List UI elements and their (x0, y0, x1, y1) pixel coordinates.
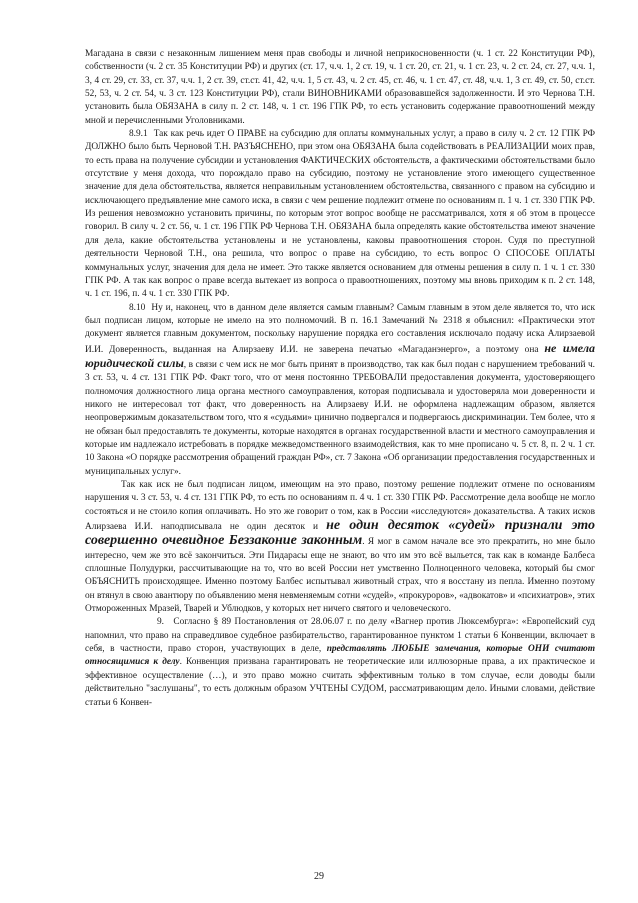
section-number: 8.10 (129, 302, 146, 313)
paragraph-text: . Конвенция призвана гарантировать не теоретические или иллюзорные права, а их практическое и эффективное осуществление (…), и это право можно считать эффективным только в том случае, если доводы были действительно "заслушаны", то есть должным образом УЧТЕНЫ СУДОМ, рассматривающим дело. Иными словами, действие статьи 6 Конвен- (85, 657, 595, 708)
document-page (85, 48, 595, 710)
emphasis-text: представлять ЛЮБЫЕ замечания, которые ОНИ считают относящимися к делу (85, 644, 595, 668)
emphasis-text: не один десяток «судей» признали это совершенно очевидное Беззаконие законным (85, 518, 595, 549)
paragraph-conclusion (85, 479, 595, 616)
paragraph-intro: Магадана в связи с незаконным лишением меня прав свободы и личной неприкосновенности (ч. 1 ст. 22 Конституции РФ), собственности (ч. 2 ст. 35 Конституции РФ) и других (ст. 17, ч.ч. 1, 2 ст. 19, ч. 1 ст. 20, ст. 21, ч. 1 ст. 23, ч. 2 ст. 24, ст. 27, ч.ч. 1, 3, 4 ст. 29, ст. 33, ст. 37, ч.ч. 1, 2 ст. 39, ст.ст. 41, 42, ч.ч. 1, 5 ст. 43, ч. 2 ст. 45, ст. 46, ч. 1 ст. 47, ст. 48, ч.ч. 1, 3 ст. 49, ст. 50, ст.ст. 52, 53, ч. 2 ст. 54, ч. 3 ст. 123 Конституции РФ), стали ВИНОВНИКАМИ образовавшейся задолженности. И это Чернова Т.Н. установить была ОБЯЗАНА в силу п. 2 ст. 148, ч. 1 ст. 196 ГПК РФ, то есть установить содержание правоотношений между мной и перечисленными Уголовниками. (85, 49, 595, 126)
section-number: 9. (157, 617, 165, 628)
paragraph-text: Так как речь идет О ПРАВЕ на субсидию для оплаты коммунальных услуг, а право в силу ч. 2 ст. 12 ГПК РФ ДОЛЖНО было быть Черновой Т.Н. РАЗЪЯСНЕНО, при этом она ОБЯЗАНА была содействовать в РЕАЛИЗАЦИИ моих прав, то есть права на получение субсидии и установления ФАКТИЧЕСКИХ обстоятельств, а фактическими обстоятельствами было отсутствие у меня дохода, что порождало право на субсидию, поэтому не установление этого имеющего существенное значение для дела обстоятельства, является неправильным установлением обстоятельства, связанного с правом на субсидию и исключающего предъявление мне самого иска, в связи с чем решение подлежит отмене по основаниям п. 1 ч. 1 ст. 330 ГПК РФ. Из решения невозможно установить причины, по которым этот вопрос вообще не рассматривался, хотя я об этом в процессе говорил. В силу ч. 2 ст. 56, ч. 1 ст. 196 ГПК РФ Чернова Т.Н. ОБЯЗАНА была определять какие обстоятельства имеют значение для дела, какие обстоятельства установлены и не установлены, каковы правоотношения сторон. Судя по преступной деятельности Черновой Т.Н., она решила, что вопрос о праве на субсидию, то есть вопрос О СПОСОБЕ ОПЛАТЫ коммунальных услуг, значения для дела не имеет. Это также является основанием для отмены решения в силу п. 1 ч. 1 ст. 330 ГПК РФ. А так как вопрос о праве всегда вытекает из вопроса о правоотношениях, поэтому мы вновь приходим к п. 2 ст. 148, ч. 1 ст. 196, п. 4 ч. 1 ст. 330 ГПК РФ. (85, 129, 595, 300)
paragraph-text: , в связи с чем иск не мог быть принят в производство, так как был подан с нарушением требований ч. 3 ст. 53, ч. 4 ст. 131 ГПК РФ. Факт того, что от меня постоянно ТРЕБОВАЛИ предоставления документа, удостоверяющего полномочия должностного лица органа местного самоуправления, которая подписывала и удостоверяла мои доверенности и никого не интересовал тот факт, что доверенность на Алирзаеву И.И. не оформлена надлежащим образом, является неопровержимым доказательством того, что я «судьями» цинично подвергался и подвергаюсь дискриминации. Тем более, что я не обязан был предоставлять те документы, которые находятся в органах государственной власти и местного самоуправления и которые им надлежало истребовать в порядке межведомственного взаимодействия, как то мне прописано ч. 5 ст. 8, п. 2 ч. 1 ст. 10 Закона «О порядке рассмотрения обращений граждан РФ», ст. 7 Закона «Об организации предоставления государственных и муниципальных услуг». (85, 359, 595, 477)
page-number: 29 (314, 871, 324, 882)
emphasis-text: не имела юридической силы (85, 340, 595, 370)
section-number: 8.9.1 (129, 129, 148, 140)
paragraph-text: Так как иск не был подписан лицом, имеющим на это право, поэтому решение подлежит отмене по основаниям нарушения ч. 3 ст. 53, ч. 4 ст. 131 ГПК РФ, то есть по основаниям п. 4 ч. 1 ст. 330 ГПК РФ. Рассмотрение дела вообще не могло состояться и не стоило копия оплачивать. Но это же говорит о том, как в России «исследуются» доказательства. А таких исков Алирзаева И.И. наподписывала не один десяток и (85, 480, 595, 533)
paragraph-text: Согласно § 89 Постановления от 28.06.07 г. по делу «Вагнер против Люксембурга»: «Европейский суд напомнил, что право на справедливое судебное разбирательство, гарантированное пунктом 1 статьи 6 Конвенции, включает в себя, в частности, право сторон, участвующих в деле, (85, 617, 596, 655)
paragraph-text: . Я мог в самом начале все это прекратить, но мне было интересно, чем же это всё закончиться. Эти Пидарасы еще не знают, во что им это всё выльется, так как в команде Балбеса сплошные Полудурки, рассчитывающие на то, что во всей России нет умственно Полноценного человека, который бы смог ОБЪЯСНИТЬ происходящее. Именно поэтому Балбес испытывал животный страх, что я восстану из пепла. Именно поэтому он втянул в свою авантюру по объявлению меня невменяемым сотни «судей», «прокуроров», «адвокатов» и «психиатров», этих Отмороженных Мразей, Тварей и Ублюдков, у которых нет ничего святого и человеческого. (85, 537, 595, 615)
paragraph-8-10 (85, 302, 595, 479)
paragraph-8-9-1 (85, 128, 595, 301)
paragraph-9 (85, 616, 595, 709)
paragraph-text: Ну и, наконец, что в данном деле является самым главным? Самым главным в этом деле является то, что иск был подписан лицом, которые не имело на это полномочий. В п. 16.1 Замечаний № 2318 я объяснил: «Практически этот документ является главным документом, поскольку нарушение порядка его составления исключало подачу иска Алирзаевой И.И. Доверенность, выданная на Алирзаеву И.И. не заверена печатью «Магаданэнерго», а поэтому она (85, 302, 595, 355)
